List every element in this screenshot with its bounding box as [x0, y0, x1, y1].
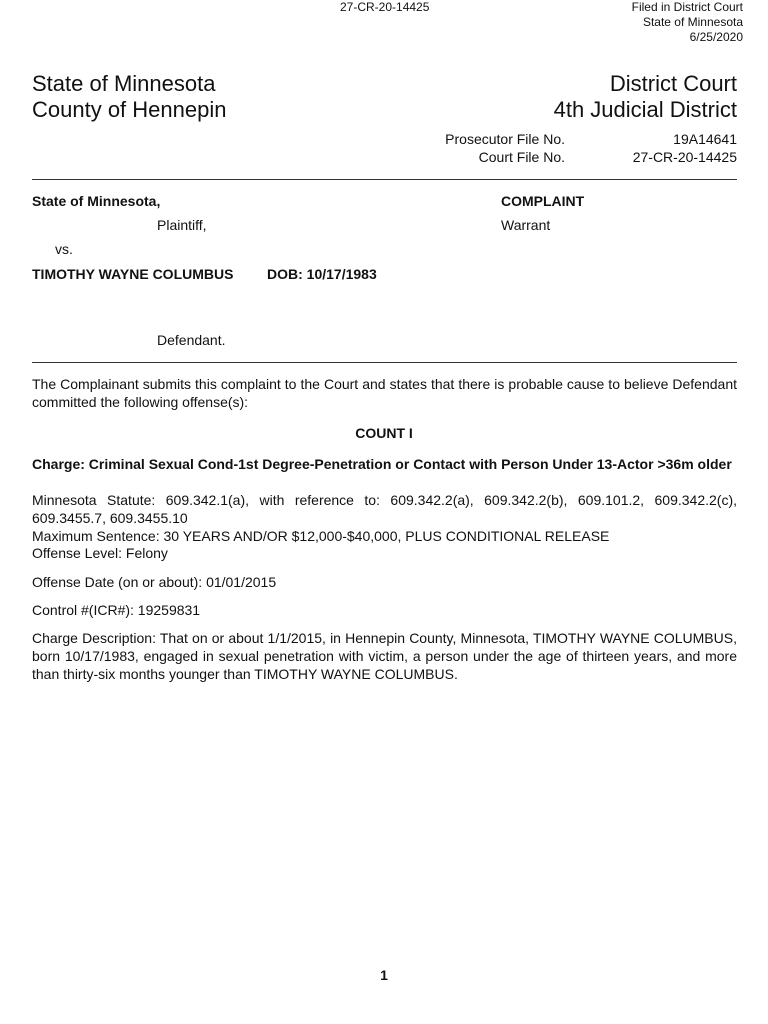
- caption-court: District Court: [609, 71, 737, 96]
- charge-line: Charge: Criminal Sexual Cond-1st Degree-Penetration or Contact with Person Under 13-Actor >36m older: [32, 456, 732, 472]
- caption-divider-top: [32, 179, 737, 180]
- caption-state: State of Minnesota: [32, 71, 216, 96]
- filed-stamp-line2: State of Minnesota: [642, 15, 743, 29]
- court-file-value: 27-CR-20-14425: [632, 149, 737, 165]
- case-number-stamp: 27-CR-20-14425: [340, 0, 430, 14]
- versus-label: vs.: [55, 241, 73, 257]
- prosecutor-file-label: Prosecutor File No.: [445, 131, 565, 147]
- control-number-line: Control #(ICR#): 19259831: [32, 602, 201, 618]
- offense-level-line: Offense Level: Felony: [32, 545, 168, 561]
- max-sentence-line: Maximum Sentence: 30 YEARS AND/OR $12,000-$40,000, PLUS CONDITIONAL RELEASE: [32, 528, 610, 544]
- court-file-label: Court File No.: [478, 149, 565, 165]
- caption-district: 4th Judicial District: [553, 97, 737, 122]
- document-type: COMPLAINT: [501, 193, 585, 209]
- filed-stamp-line1: Filed in District Court: [631, 0, 743, 14]
- intro-paragraph: The Complainant submits this complaint to the Court and states that there is probable cause to believe Defendant committed the following offense(s):: [32, 376, 737, 410]
- defendant-name: TIMOTHY WAYNE COLUMBUS: [32, 266, 234, 282]
- plaintiff-name: State of Minnesota,: [32, 193, 161, 209]
- defendant-label: Defendant.: [157, 332, 226, 348]
- defendant-dob: DOB: 10/17/1983: [267, 266, 377, 282]
- document-subtype: Warrant: [501, 217, 551, 233]
- plaintiff-label: Plaintiff,: [157, 217, 207, 233]
- filed-stamp-date: 6/25/2020: [689, 30, 743, 44]
- count-title: COUNT I: [355, 425, 413, 441]
- caption-county: County of Hennepin: [32, 97, 227, 122]
- page-number: 1: [380, 967, 388, 983]
- caption-divider-bottom: [32, 362, 737, 363]
- charge-description: Charge Description: That on or about 1/1/2015, in Hennepin County, Minnesota, TIMOTHY WAYNE COLUMBUS, born 10/17/1983, engaged in sexual penetration with victim, a person under the age of thirteen years, and more than thirty-six months younger than TIMOTHY WAYNE COLUMBUS.: [32, 630, 737, 682]
- offense-date-line: Offense Date (on or about): 01/01/2015: [32, 574, 277, 590]
- prosecutor-file-value: 19A14641: [673, 131, 737, 147]
- statute-line: Minnesota Statute: 609.342.1(a), with reference to: 609.342.2(a), 609.342.2(b), 609.101.2, 609.342.2(c), 609.3455.7, 609.3455.10: [32, 492, 737, 526]
